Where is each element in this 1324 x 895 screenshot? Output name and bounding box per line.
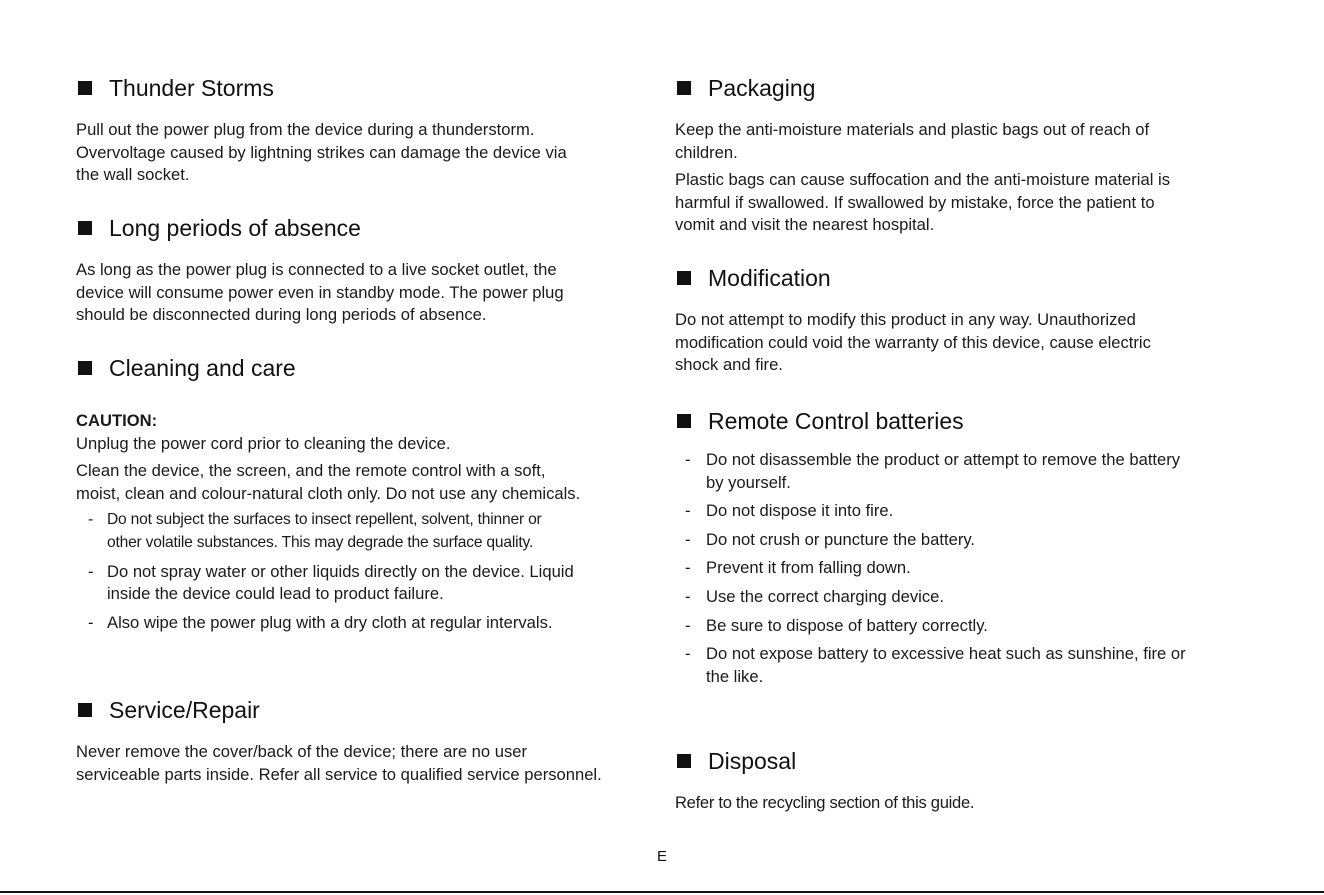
square-bullet-icon <box>78 221 92 235</box>
section-packaging <box>675 74 1275 237</box>
section-remote-batteries <box>675 407 1275 694</box>
section-heading: Packaging <box>675 74 1275 102</box>
section-body <box>76 410 656 634</box>
section-body <box>76 119 656 187</box>
paragraph: Keep the anti-moisture materials and plastic bags out of reach of children. <box>675 120 1150 162</box>
list-item: - Do not crush or puncture the battery. <box>685 529 976 549</box>
section-modification <box>675 264 1275 377</box>
square-bullet-icon <box>78 81 92 95</box>
list-item: - Do not expose battery to excessive heat such as sunshine, fire or the like. <box>685 644 1186 686</box>
paragraph: Do not attempt to modify this product in any way. Unauthorized modification could void the warranty of this device, cause electric shock and fire. <box>675 310 1151 375</box>
list-item: - Prevent it from falling down. <box>685 558 911 578</box>
caution-label: CAUTION: <box>76 411 158 430</box>
square-bullet-icon <box>677 271 691 285</box>
section-thunder-storms <box>76 74 656 187</box>
square-bullet-icon <box>677 414 691 428</box>
section-service-repair <box>76 696 656 786</box>
bottom-rule <box>0 891 1324 893</box>
list-item: - Do not spray water or other liquids directly on the device. Liquid inside the device could lead to product failure. <box>88 561 574 604</box>
section-body <box>675 309 1275 377</box>
section-body <box>675 792 1275 815</box>
section-long-absence <box>76 214 656 327</box>
list-item: - Do not dispose it into fire. <box>685 501 894 521</box>
square-bullet-icon <box>677 754 691 768</box>
battery-list <box>675 449 1275 688</box>
section-heading: Remote Control batteries <box>675 407 1275 435</box>
square-bullet-icon <box>78 361 92 375</box>
paragraph: Clean the device, the screen, and the remote control with a soft, moist, clean and colour-natural cloth only. Do not use any chemicals. <box>76 461 581 503</box>
section-cleaning-care <box>76 354 656 640</box>
paragraph: Never remove the cover/back of the device; there are no user serviceable parts inside. Refer all service to qualified service personnel. <box>76 742 602 784</box>
section-body <box>675 119 1275 237</box>
page-letter: E <box>656 848 667 865</box>
section-heading: Cleaning and care <box>76 354 656 382</box>
list-item: - Use the correct charging device. <box>685 586 944 606</box>
section-heading: Service/Repair <box>76 696 656 724</box>
section-heading: Long periods of absence <box>76 214 656 242</box>
section-body <box>76 259 656 327</box>
paragraph: Refer to the recycling section of this guide. <box>675 793 975 812</box>
paragraph: Unplug the power cord prior to cleaning the device. <box>76 433 451 453</box>
list-item: - Also wipe the power plug with a dry cloth at regular intervals. <box>88 612 553 632</box>
section-heading: Disposal <box>675 747 1275 775</box>
cleaning-list <box>76 509 656 634</box>
section-disposal <box>675 747 1275 815</box>
paragraph: Pull out the power plug from the device during a thunderstorm. Overvoltage caused by lightning strikes can damage the device via the wall socket. <box>76 120 567 185</box>
section-heading: Modification <box>675 264 1275 292</box>
section-body <box>76 741 656 786</box>
list-item: - Be sure to dispose of battery correctly. <box>685 615 988 635</box>
paragraph: Plastic bags can cause suffocation and the anti-moisture material is harmful if swallowed. If swallowed by mistake, force the patient to vomit and visit the nearest hospital. <box>675 170 1171 235</box>
square-bullet-icon <box>677 81 691 95</box>
paragraph: As long as the power plug is connected to a live socket outlet, the device will consume power even in standby mode. The power plug should be disconnected during long periods of absence. <box>76 260 564 325</box>
list-item: - Do not subject the surfaces to insect repellent, solvent, thinner or other volatile substances. This may degrade the surface quality. <box>88 511 542 551</box>
square-bullet-icon <box>78 703 92 717</box>
section-heading: Thunder Storms <box>76 74 656 102</box>
list-item: - Do not disassemble the product or attempt to remove the battery by yourself. <box>685 450 1181 492</box>
